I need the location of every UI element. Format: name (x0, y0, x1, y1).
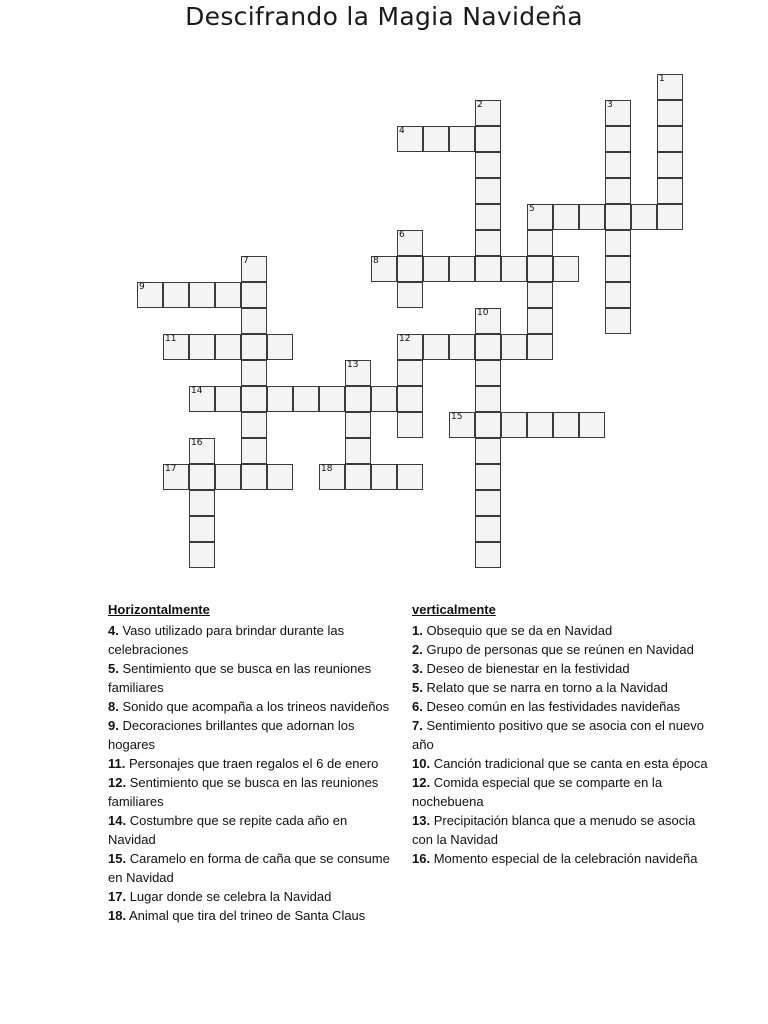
clue-number: 4. (108, 623, 119, 638)
crossword-cell[interactable] (397, 360, 423, 386)
crossword-cell[interactable] (449, 256, 475, 282)
crossword-cell[interactable] (397, 256, 423, 282)
crossword-cell[interactable] (553, 412, 579, 438)
crossword-cell[interactable] (189, 490, 215, 516)
crossword-cell[interactable] (189, 516, 215, 542)
crossword-cell[interactable] (267, 334, 293, 360)
clue-text: Grupo de personas que se reúnen en Navidad (426, 642, 694, 657)
clue-item (108, 849, 398, 887)
clue-text: Caramelo en forma de caña que se consume en Navidad (108, 851, 390, 885)
clue-text: Animal que tira del trineo de Santa Claus (128, 908, 366, 923)
crossword-cell[interactable] (605, 256, 631, 282)
clue-text: Canción tradicional que se canta en esta época (433, 756, 708, 771)
crossword-cell[interactable] (397, 464, 423, 490)
clue-item (108, 906, 398, 925)
crossword-cell[interactable] (397, 412, 423, 438)
clue-number: 14. (108, 813, 127, 828)
cell-number: 8 (373, 256, 379, 266)
crossword-cell[interactable] (605, 152, 631, 178)
crossword-cell[interactable] (241, 334, 267, 360)
crossword-cell[interactable] (215, 282, 241, 308)
clue-text: Sentimiento que se busca en las reuniones familiares (108, 661, 372, 695)
clue-number: 5. (108, 661, 119, 676)
crossword-cell[interactable] (657, 100, 683, 126)
crossword-cell[interactable] (527, 282, 553, 308)
crossword-cell[interactable] (475, 490, 501, 516)
crossword-cell[interactable] (319, 386, 345, 412)
crossword-cell[interactable] (605, 282, 631, 308)
across-heading: Horizontalmente (108, 602, 210, 617)
clue-text: Momento especial de la celebración navideña (433, 851, 698, 866)
clue-number: 11. (108, 756, 126, 771)
crossword-cell[interactable] (215, 464, 241, 490)
clue-text: Precipitación blanca que a menudo se asocia con la Navidad (412, 813, 696, 847)
clue-item (108, 887, 398, 906)
clue-item (108, 621, 398, 659)
crossword-cell[interactable] (267, 464, 293, 490)
crossword-cell[interactable] (241, 360, 267, 386)
crossword-cell[interactable] (449, 126, 475, 152)
clue-text: Deseo común en las festividades navideñas (426, 699, 681, 714)
crossword-cell[interactable] (527, 308, 553, 334)
clue-number: 10. (412, 756, 431, 771)
clue-number: 8. (108, 699, 119, 714)
crossword-cell[interactable] (475, 178, 501, 204)
cell-number: 9 (139, 282, 145, 292)
cell-number: 16 (191, 438, 203, 448)
crossword-cell[interactable] (241, 412, 267, 438)
clue-text: Decoraciones brillantes que adornan los hogares (108, 718, 355, 752)
crossword-cell[interactable] (605, 308, 631, 334)
cell-number: 17 (165, 464, 177, 474)
crossword-cell[interactable] (475, 126, 501, 152)
crossword-cell[interactable] (345, 386, 371, 412)
crossword-cell[interactable] (605, 204, 631, 230)
crossword-cell[interactable] (657, 126, 683, 152)
crossword-cell[interactable] (241, 438, 267, 464)
clue-item (412, 621, 717, 640)
crossword-cell[interactable] (605, 230, 631, 256)
crossword-cell[interactable] (475, 542, 501, 568)
clue-number: 5. (412, 680, 423, 695)
clue-text: Costumbre que se repite cada año en Navidad (108, 813, 348, 847)
crossword-cell[interactable] (475, 412, 501, 438)
clue-number: 6. (412, 699, 423, 714)
down-clues (412, 600, 717, 868)
crossword-cell[interactable] (579, 204, 605, 230)
crossword-cell[interactable] (475, 334, 501, 360)
crossword-cell[interactable] (527, 412, 553, 438)
clue-number: 12. (412, 775, 431, 790)
clue-item (412, 716, 717, 754)
crossword-cell[interactable] (657, 204, 683, 230)
cell-number: 14 (191, 386, 203, 396)
cell-number: 11 (165, 334, 177, 344)
clue-number: 7. (412, 718, 423, 733)
crossword-cell[interactable] (241, 464, 267, 490)
cell-number: 13 (347, 360, 359, 370)
crossword-cell[interactable] (657, 178, 683, 204)
clue-number: 13. (412, 813, 431, 828)
crossword-cell[interactable] (657, 152, 683, 178)
crossword-cell[interactable] (397, 386, 423, 412)
crossword-cell[interactable] (215, 386, 241, 412)
cell-number: 1 (659, 74, 665, 84)
clue-text: Obsequio que se da en Navidad (426, 623, 613, 638)
crossword-cell[interactable] (371, 386, 397, 412)
clue-number: 2. (412, 642, 423, 657)
crossword-cell[interactable] (293, 386, 319, 412)
clue-item (108, 716, 398, 754)
crossword-cell[interactable] (475, 230, 501, 256)
crossword-cell[interactable] (475, 152, 501, 178)
clue-item (412, 697, 717, 716)
cell-number: 4 (399, 126, 405, 136)
clue-item (108, 811, 398, 849)
crossword-cell[interactable] (553, 204, 579, 230)
crossword-cell[interactable] (605, 126, 631, 152)
cell-number: 10 (477, 308, 489, 318)
clue-item (412, 678, 717, 697)
cell-number: 2 (477, 100, 483, 110)
cell-number: 6 (399, 230, 405, 240)
crossword-cell[interactable] (189, 464, 215, 490)
clue-text: Comida especial que se comparte en la nochebuena (412, 775, 663, 809)
clue-text: Vaso utilizado para brindar durante las celebraciones (108, 623, 345, 657)
cell-number: 18 (321, 464, 333, 474)
crossword-cell[interactable] (501, 334, 527, 360)
crossword-cell[interactable] (371, 464, 397, 490)
clue-item (108, 773, 398, 811)
clue-item (412, 659, 717, 678)
clue-text: Deseo de bienestar en la festividad (426, 661, 630, 676)
down-heading: verticalmente (412, 602, 496, 617)
across-clues (108, 600, 398, 925)
crossword-cell[interactable] (423, 126, 449, 152)
crossword-cell[interactable] (397, 282, 423, 308)
crossword-cell[interactable] (345, 438, 371, 464)
crossword-cell[interactable] (527, 230, 553, 256)
crossword-cell[interactable] (189, 542, 215, 568)
crossword-cell[interactable] (475, 516, 501, 542)
crossword-cell[interactable] (267, 386, 293, 412)
crossword-cell[interactable] (501, 256, 527, 282)
crossword-cell[interactable] (189, 334, 215, 360)
crossword-cell[interactable] (631, 204, 657, 230)
crossword-cell[interactable] (241, 386, 267, 412)
crossword-cell[interactable] (215, 334, 241, 360)
clue-number: 9. (108, 718, 119, 733)
crossword-cell[interactable] (475, 204, 501, 230)
clue-item (412, 849, 717, 868)
clue-number: 16. (412, 851, 431, 866)
clue-item (108, 697, 398, 716)
crossword-cell[interactable] (345, 464, 371, 490)
clue-text: Personajes que traen regalos el 6 de enero (128, 756, 379, 771)
clue-item (412, 640, 717, 659)
clue-item (412, 773, 717, 811)
crossword-cell[interactable] (423, 256, 449, 282)
crossword-cell[interactable] (449, 334, 475, 360)
clue-number: 18. (108, 908, 127, 923)
clue-number: 12. (108, 775, 127, 790)
crossword-cell[interactable] (163, 282, 189, 308)
page-title: Descifrando la Magia Navideña (185, 2, 583, 31)
crossword-cell[interactable] (475, 464, 501, 490)
crossword-cell[interactable] (553, 256, 579, 282)
clue-text: Lugar donde se celebra la Navidad (129, 889, 332, 904)
crossword-cell[interactable] (241, 282, 267, 308)
clue-number: 17. (108, 889, 127, 904)
crossword-cell[interactable] (423, 334, 449, 360)
clue-item (108, 754, 398, 773)
clue-item (412, 754, 717, 773)
crossword-cell[interactable] (475, 256, 501, 282)
clue-text: Relato que se narra en torno a la Navidad (426, 680, 668, 695)
crossword-cell[interactable] (475, 438, 501, 464)
clue-number: 15. (108, 851, 127, 866)
cell-number: 7 (243, 256, 249, 266)
clue-item (412, 811, 717, 849)
clue-text: Sentimiento que se busca en las reuniones familiares (108, 775, 379, 809)
clue-text: Sonido que acompaña a los trineos navideños (122, 699, 390, 714)
cell-number: 3 (607, 100, 613, 110)
clue-number: 3. (412, 661, 423, 676)
crossword-cell[interactable] (475, 360, 501, 386)
clue-number: 1. (412, 623, 423, 638)
crossword-cell[interactable] (475, 386, 501, 412)
clue-item (108, 659, 398, 697)
crossword-cell[interactable] (345, 412, 371, 438)
crossword-cell[interactable] (501, 412, 527, 438)
crossword-cell[interactable] (189, 282, 215, 308)
crossword-cell[interactable] (241, 308, 267, 334)
crossword-cell[interactable] (527, 256, 553, 282)
crossword-cell[interactable] (527, 334, 553, 360)
clue-text: Sentimiento positivo que se asocia con el nuevo año (412, 718, 704, 752)
cell-number: 12 (399, 334, 411, 344)
cell-number: 15 (451, 412, 463, 422)
crossword-cell[interactable] (579, 412, 605, 438)
crossword-cell[interactable] (605, 178, 631, 204)
cell-number: 5 (529, 204, 535, 214)
